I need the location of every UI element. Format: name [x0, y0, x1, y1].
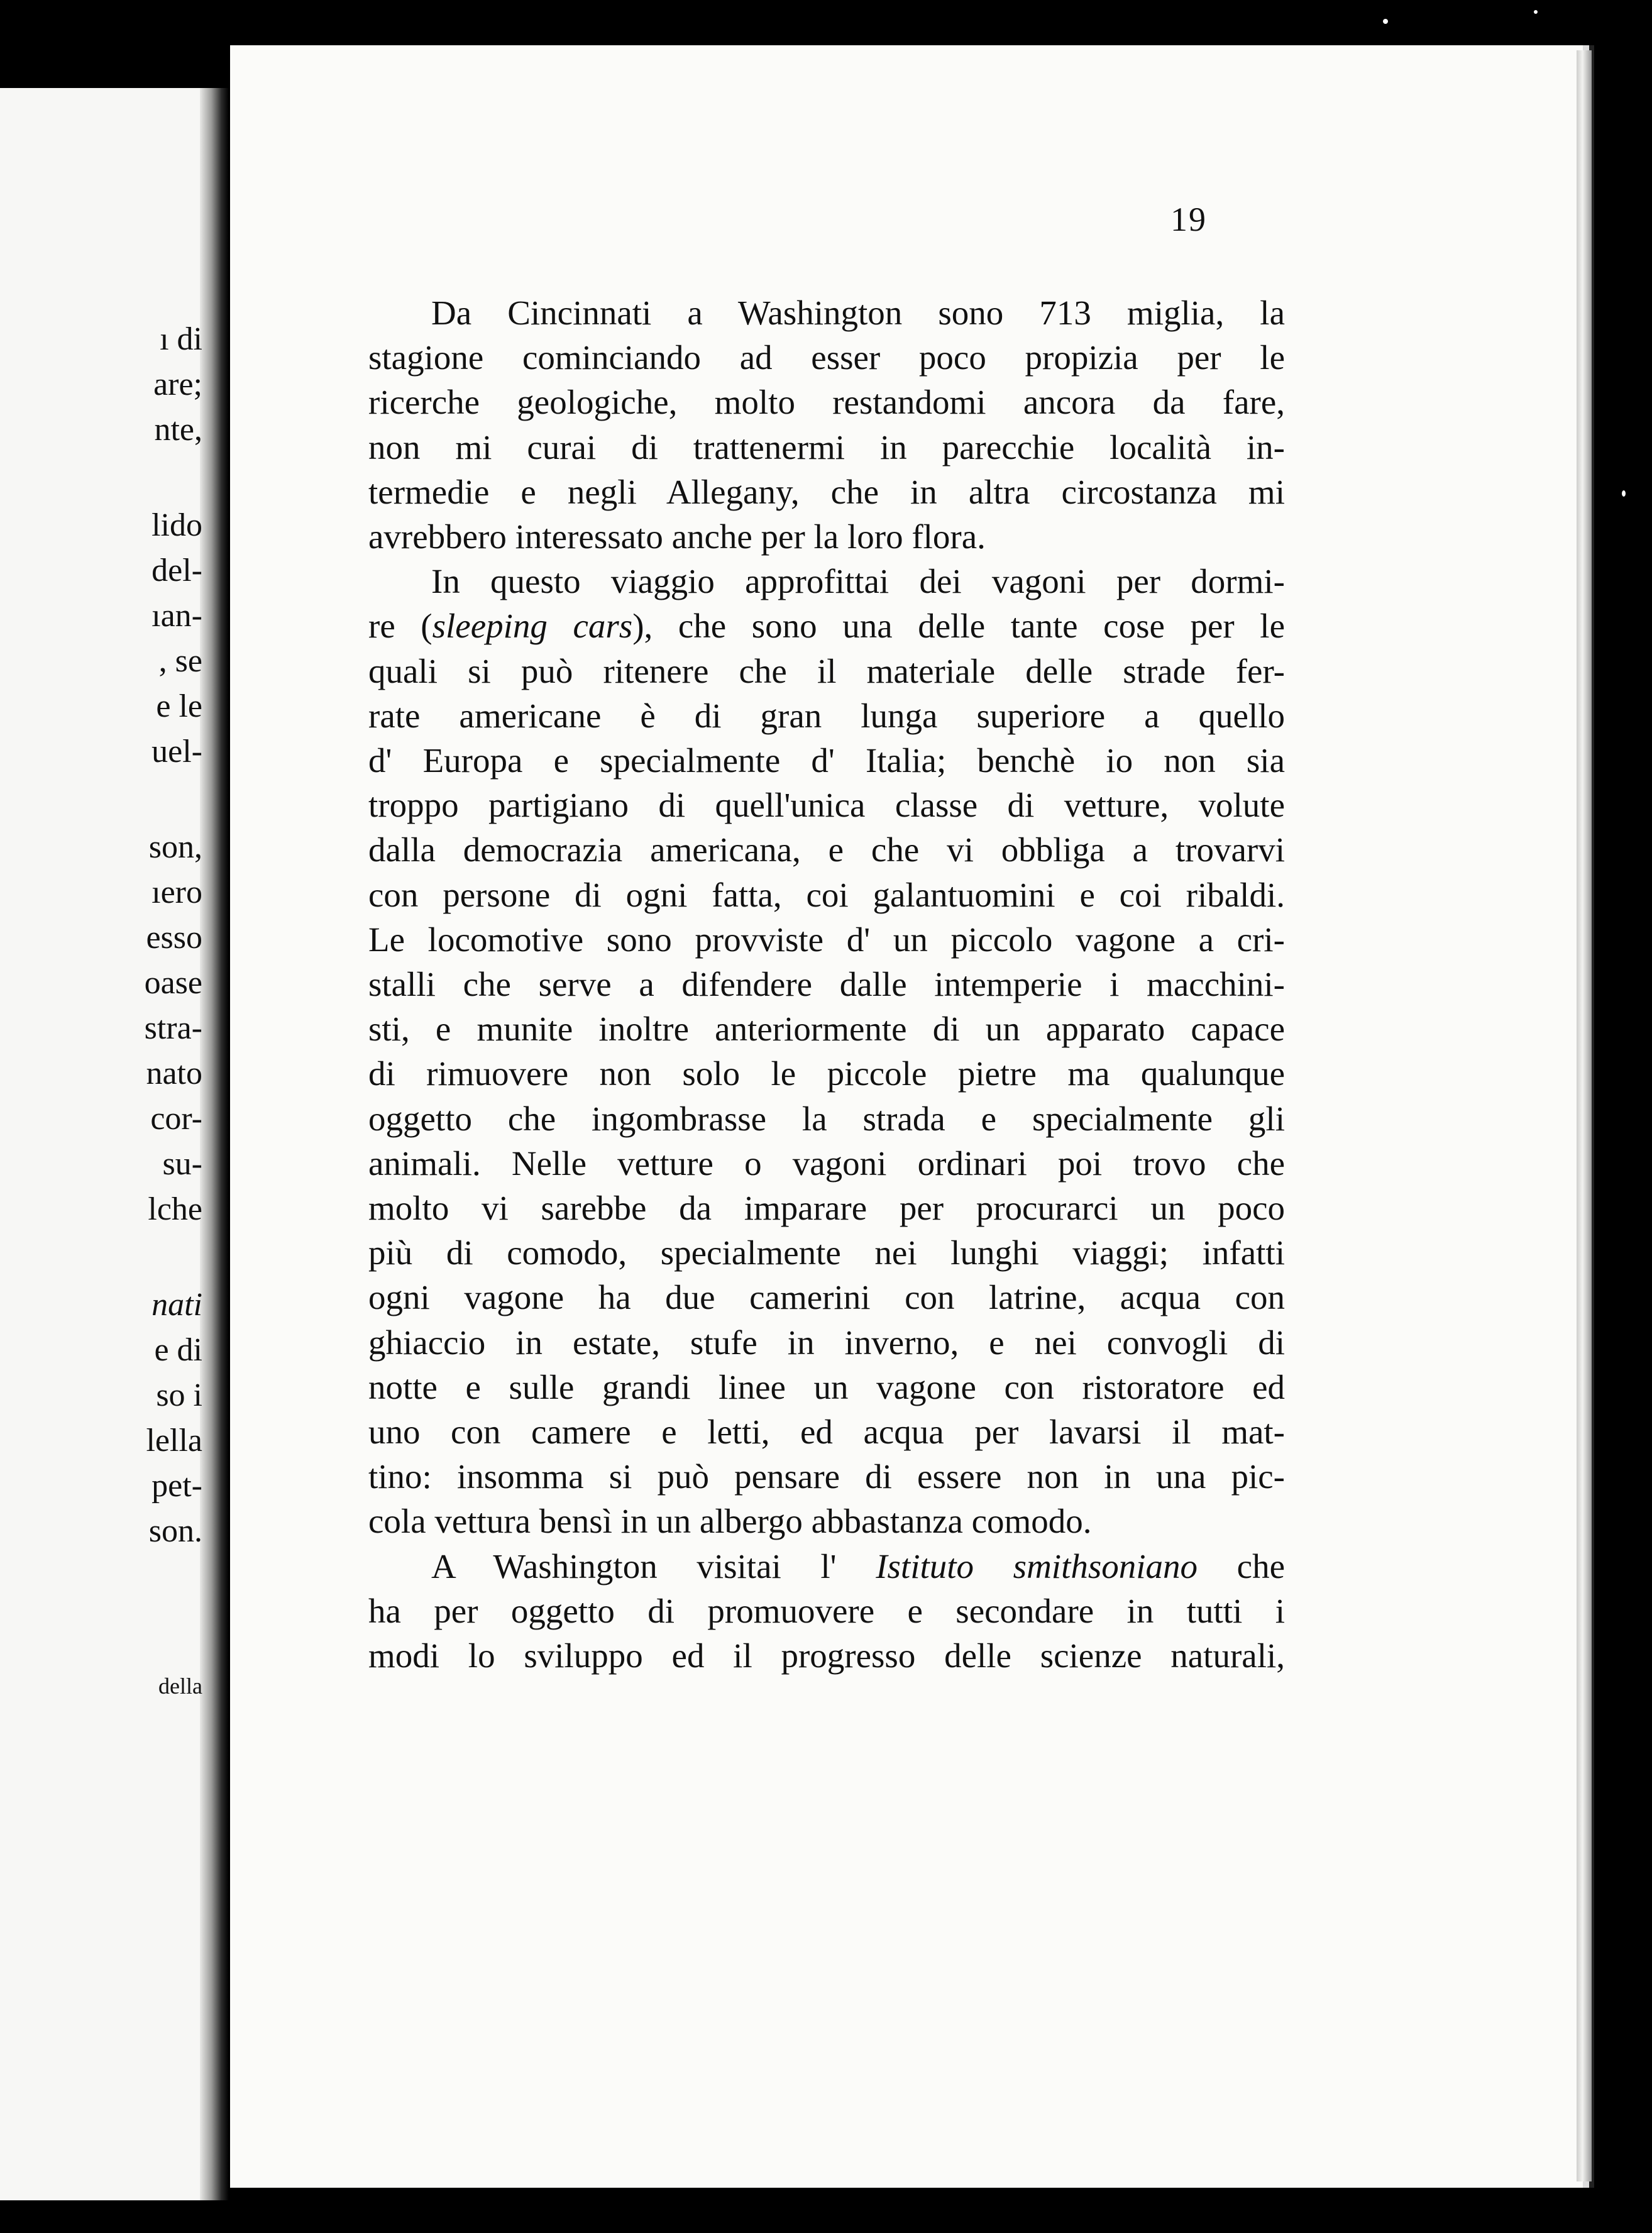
italic-term: sleeping cars [432, 607, 633, 646]
text-line: quali si può ritenere che il materiale delle strade fer- [368, 651, 1285, 690]
left-page-line: son, [148, 829, 202, 865]
scan-speck [1622, 490, 1626, 497]
text-line: ghiaccio in estate, stufe in inverno, e nei convogli di [368, 1323, 1285, 1362]
text-segment: che [1198, 1547, 1285, 1585]
left-page-line: esso [146, 920, 202, 956]
left-page-line: lella [146, 1423, 202, 1458]
text-line: più di comodo, specialmente nei lunghi viaggi; infatti [368, 1233, 1285, 1272]
text-line: stagione cominciando ad esser poco propizia per le [368, 338, 1285, 377]
left-page-line: su- [162, 1146, 202, 1182]
body-text [368, 290, 1285, 1678]
left-page-line: nati [151, 1287, 202, 1323]
text-line: termedie e negli Allegany, che in altra circostanza mi [368, 472, 1285, 511]
text-line: stalli che serve a difendere dalle intemperie i macchini- [368, 965, 1285, 1004]
text-line: In questo viaggio approfittai dei vagoni per dormi- [431, 562, 1285, 601]
text-line: troppo partigiano di quell'unica classe di vetture, volute [368, 786, 1285, 825]
left-page-line: lche [148, 1191, 202, 1227]
text-line: ha per oggetto di promuovere e secondare in tutti i [368, 1591, 1285, 1630]
left-page-line: cor- [150, 1101, 202, 1137]
left-page-line: della [158, 1673, 202, 1699]
text-line: modi lo sviluppo ed il progresso delle scienze naturali, [368, 1636, 1285, 1675]
text-line [368, 1544, 1285, 1589]
left-page-line: uel- [151, 734, 202, 769]
text-segment: re ( [368, 607, 432, 646]
text-line: non mi curai di trattenermi in parecchie località in- [368, 427, 1285, 466]
left-page-fragment [0, 88, 214, 2200]
left-page-line: nte, [154, 412, 202, 448]
text-line: molto vi sarebbe da imparare per procurarci un poco [368, 1189, 1285, 1228]
text-line: uno con camere e letti, ed acqua per lavarsi il mat- [368, 1413, 1285, 1452]
left-page-line: lido [151, 507, 202, 543]
left-page-line: are; [153, 367, 202, 402]
left-page-line: , se [158, 643, 202, 679]
left-page-line: stra- [144, 1010, 202, 1046]
left-page-line: nato [146, 1056, 202, 1091]
scan-speck [1383, 19, 1388, 24]
text-line: oggetto che ingombrasse la strada e specialmente gli [368, 1099, 1285, 1138]
text-line: avrebbero interessato anche per la loro flora. [368, 517, 986, 556]
text-line: tino: insomma si può pensare di essere non in una pic- [368, 1457, 1285, 1496]
text-segment: A Washington visitai l' [431, 1547, 876, 1585]
text-line: Da Cincinnati a Washington sono 713 miglia, la [431, 294, 1285, 332]
text-line: notte e sulle grandi linee un vagone con ristoratore ed [368, 1367, 1285, 1406]
left-page-line: son. [148, 1513, 202, 1549]
left-page-line: so i [156, 1377, 202, 1413]
scan-speck [1534, 10, 1538, 14]
page-edge [1577, 50, 1592, 2181]
text-line: con persone di ogni fatta, coi galantuomini e coi ribaldi. [368, 875, 1285, 914]
book-gutter [200, 88, 229, 2200]
page-number: 19 [1170, 201, 1207, 238]
text-line [368, 604, 1285, 648]
text-line: di rimuovere non solo le piccole pietre ma qualunque [368, 1054, 1285, 1093]
text-line: animali. Nelle vetture o vagoni ordinari poi trovo che [368, 1144, 1285, 1183]
text-line: ogni vagone ha due camerini con latrine, acqua con [368, 1278, 1285, 1317]
text-line: ricerche geologiche, molto restandomi ancora da fare, [368, 383, 1285, 422]
left-page-line: pet- [151, 1468, 202, 1504]
text-line: dalla democrazia americana, e che vi obbliga a trovarvi [368, 830, 1285, 869]
text-segment: ), che sono una delle tante cose per le [632, 607, 1285, 646]
text-line: rate americane è di gran lunga superiore a quello [368, 696, 1285, 735]
text-line: cola vettura bensì in un albergo abbastanza comodo. [368, 1502, 1092, 1541]
left-page-line: e le [156, 688, 202, 724]
left-page-line: ıero [151, 874, 202, 910]
left-page-line: ı di [160, 321, 202, 357]
text-line: sti, e munite inoltre anteriormente di un apparato capace [368, 1010, 1285, 1049]
left-page-line: oase [144, 965, 202, 1001]
text-line: Le locomotive sono provviste d' un piccolo vagone a cri- [368, 920, 1285, 959]
text-line: d' Europa e specialmente d' Italia; benchè io non sia [368, 741, 1285, 780]
left-page-line: e di [154, 1332, 202, 1368]
italic-term: Istituto smithsoniano [876, 1547, 1198, 1585]
left-page-line: del- [151, 553, 202, 588]
left-page-line: ıan- [151, 598, 202, 634]
